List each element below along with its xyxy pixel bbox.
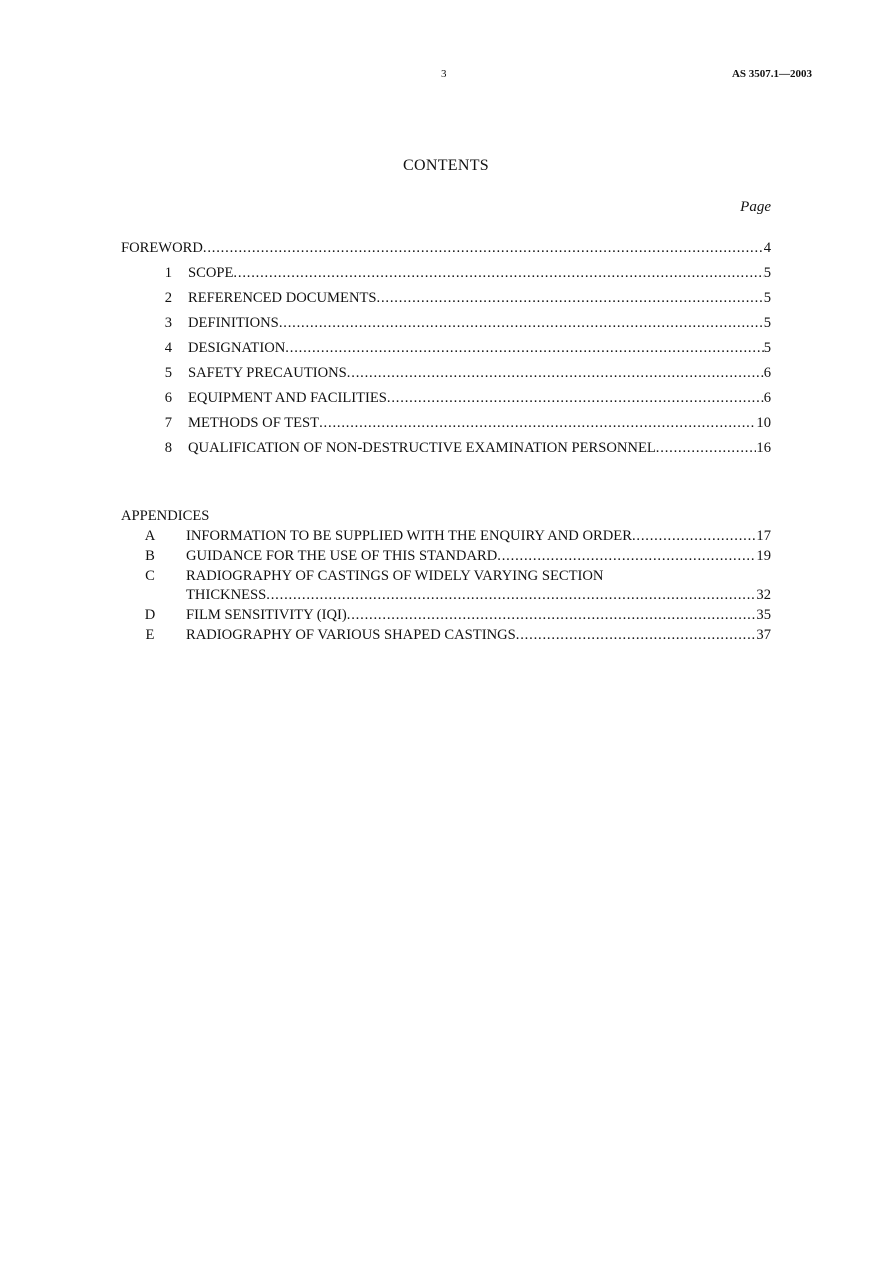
toc-entry-label: GUIDANCE FOR THE USE OF THIS STANDARD [186, 548, 498, 564]
toc-entry-section[interactable] [164, 363, 771, 383]
toc-entry-letter: A [144, 528, 156, 544]
toc-entry-label: SAFETY PRECAUTIONS [188, 365, 347, 381]
toc-entry-page: 6 [763, 365, 771, 381]
toc-entry-label: INFORMATION TO BE SUPPLIED WITH THE ENQUIRY AND ORDER [186, 528, 632, 544]
toc-entry-letter: C [145, 568, 155, 584]
toc-entry-label: DESIGNATION [188, 340, 286, 356]
dot-leader [279, 313, 764, 333]
toc-entry-section[interactable] [164, 263, 771, 283]
standard-id: AS 3507.1—2003 [731, 68, 812, 80]
toc-entry-section[interactable] [164, 288, 771, 308]
toc-entry-foreword[interactable] [121, 238, 771, 258]
toc-entry-page: 6 [763, 390, 771, 406]
toc-entry-label: DEFINITIONS [188, 315, 279, 331]
toc-entry-page: 4 [763, 240, 771, 256]
toc-entry-appendix[interactable] [144, 605, 771, 625]
dot-leader [497, 546, 756, 566]
dot-leader [377, 288, 764, 308]
toc-entry-page: 37 [756, 627, 771, 643]
toc-entry-page: 35 [756, 607, 771, 623]
toc-entry-section[interactable] [164, 388, 771, 408]
dot-leader [266, 585, 756, 605]
page-column-label: Page [740, 199, 771, 215]
toc-entry-number: 5 [164, 365, 172, 381]
dot-leader [387, 388, 764, 408]
toc-entry-appendix[interactable] [145, 625, 771, 645]
toc-entry-letter: E [145, 627, 155, 643]
appendices-heading: APPENDICES [121, 508, 210, 524]
toc-entry-page: 5 [763, 265, 771, 281]
dot-leader [319, 413, 756, 433]
toc-entry-label: QUALIFICATION OF NON-DESTRUCTIVE EXAMINATION PERSONNEL [188, 440, 656, 456]
toc-entry-label-line2: THICKNESS [186, 587, 267, 603]
toc-entry-label: RADIOGRAPHY OF CASTINGS OF WIDELY VARYING SECTION [186, 568, 604, 584]
toc-entry-section[interactable] [164, 338, 771, 358]
toc-entry-number: 3 [164, 315, 172, 331]
toc-entry-number: 8 [164, 440, 172, 456]
toc-entry-number: 4 [164, 340, 172, 356]
toc-entry-letter: D [144, 607, 156, 623]
toc-entry-section[interactable] [164, 438, 771, 458]
page-title: CONTENTS [403, 157, 489, 174]
toc-entry-page: 17 [756, 528, 771, 544]
toc-entry-number: 6 [164, 390, 172, 406]
toc-entry-appendix[interactable] [145, 546, 771, 566]
dot-leader [656, 438, 757, 458]
toc-entry-label: EQUIPMENT AND FACILITIES [188, 390, 387, 406]
dot-leader [203, 238, 764, 258]
toc-entry-page: 5 [763, 340, 771, 356]
page-number: 3 [441, 68, 447, 80]
toc-entry-appendix-continued[interactable] [186, 585, 771, 605]
toc-entry-label: METHODS OF TEST [188, 415, 320, 431]
dot-leader [233, 263, 763, 283]
toc-entry-page: 10 [756, 415, 771, 431]
dot-leader [516, 625, 757, 645]
toc-entry-page: 19 [756, 548, 771, 564]
toc-entry-number: 1 [164, 265, 172, 281]
toc-entry-label: FOREWORD [121, 240, 203, 256]
toc-entry-appendix[interactable] [145, 566, 771, 586]
dot-leader [347, 605, 757, 625]
toc-entry-number: 7 [164, 415, 172, 431]
toc-entry-page: 5 [763, 290, 771, 306]
toc-entry-page: 32 [756, 587, 771, 603]
toc-entry-label: REFERENCED DOCUMENTS [188, 290, 377, 306]
toc-entry-page: 5 [763, 315, 771, 331]
dot-leader [347, 363, 764, 383]
toc-entry-section[interactable] [164, 313, 771, 333]
toc-entry-label: FILM SENSITIVITY (IQI) [186, 607, 347, 623]
dot-leader [285, 338, 763, 358]
toc-entry-page: 16 [756, 440, 771, 456]
toc-entry-label: SCOPE [188, 265, 234, 281]
toc-entry-appendix[interactable] [144, 526, 771, 546]
toc-entry-letter: B [145, 548, 155, 564]
dot-leader [632, 526, 756, 546]
toc-entry-label: RADIOGRAPHY OF VARIOUS SHAPED CASTINGS [186, 627, 516, 643]
toc-entry-section[interactable] [164, 413, 771, 433]
toc-entry-number: 2 [164, 290, 172, 306]
